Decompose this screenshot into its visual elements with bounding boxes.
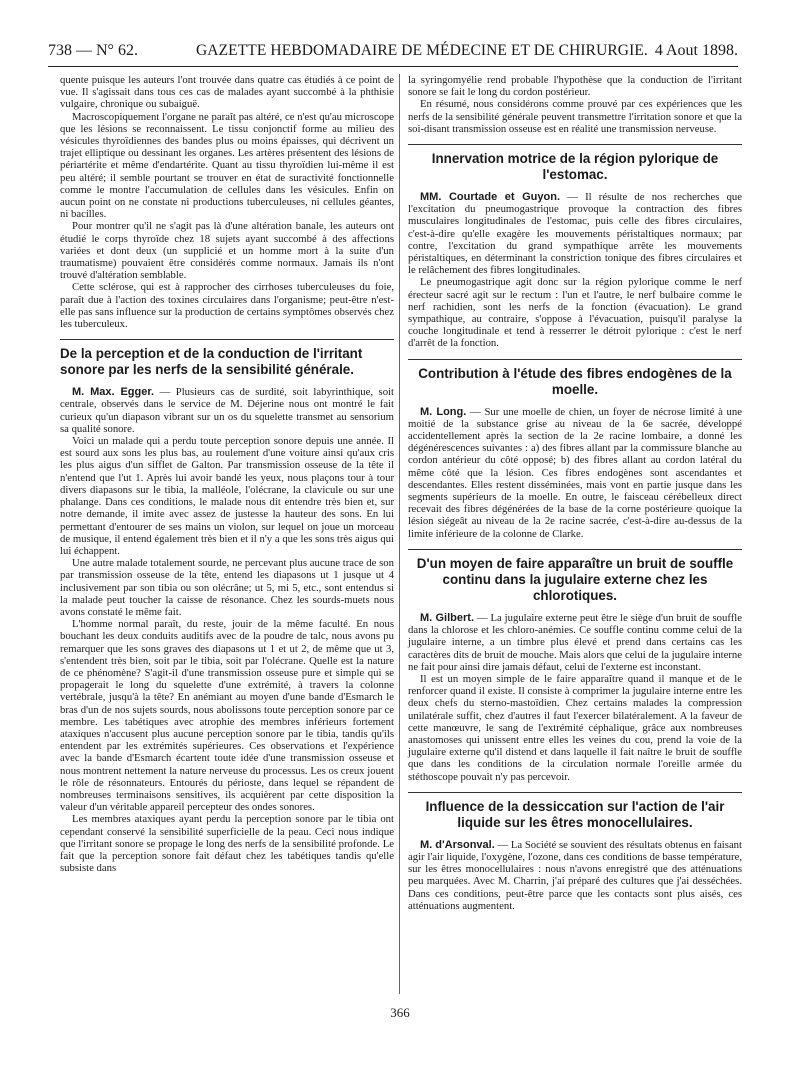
article-title-darsonval: Influence de la dessiccation sur l'action de l'air liquide sur les êtres monocellulaires. bbox=[408, 792, 742, 831]
paragraph-text: — La jugulaire externe peut être le siège d'un bruit de souffle dans la chlorose et les chloro-anémies. Ce souffle continu comme celui de la jugulaire interne, a un timbre plus élevé et prend dans certains cas les caractères dits de bruit de mouche. Mais alors que celui de la jugulaire interne ne fait pour ainsi dire jamais défaut, celui de l'externe est inconstant. bbox=[408, 611, 743, 673]
paragraph-lead bbox=[408, 612, 742, 673]
paragraph: Le pneumogastrique agit donc sur la région pylorique comme le nerf érecteur sacré agit sur le rectum : l'un et l'autre, le nerf bulbaire comme le nerf rachidien, sont les nerfs de la fonction (évacuation). Le grand sympathique, au contraire, s'oppose à l'évacuation, puisqu'il paralyse la couche longitudinale et tend à resserrer le détroit pylorique : c'est le nerf d'arrêt de la fonction. bbox=[408, 276, 742, 350]
article-title-gilbert: D'un moyen de faire apparaître un bruit de souffle continu dans la jugulaire externe chez les chlorotiques. bbox=[408, 549, 742, 604]
page-number: 366 bbox=[390, 1005, 410, 1020]
issue-number: 738 — N° 62. bbox=[48, 42, 138, 59]
article-title-egger: De la perception et de la conduction de l'irritant sonore par les nerfs de la sensibilité générale. bbox=[60, 339, 394, 378]
left-column bbox=[60, 74, 394, 874]
paragraph: Macroscopiquement l'organe ne paraît pas altéré, ce n'est qu'au microscope que les lésions se reconnaissent. Le tissu conjonctif forme au milieu des vésicules thyroïdiennes des bandes plus ou moins épaisses, qui décrivent un trajet elliptique ou dessinant les organes. Les artères présentent des lésions de périartérite et même d'endartérite. Quant au tissu thyroïdien lui-même il est peu altéré; il semble pourtant se trouver en état de suractivité fonctionnelle comme le montre l'accumulation de cellules dans les vésicules. Enfin on aucun point on ne constate ni productions tuberculeuses, ni cellules géantes, ni bacilles. bbox=[60, 110, 394, 221]
paragraph: L'homme normal paraît, du reste, jouir de la même faculté. En nous bouchant les deux conduits auditifs avec de la poudre de talc, nous avons pu remarquer que les sons graves des diapasons ut 1 et ut 2, de même que ut 3, s'entendent très bien, soit par le tibia, soit par l'olécrane. Quelle est la nature de ce phénomène? S'agit-il d'une transmission osseuse pure et simple qui se propagerait le long du squelette d'une extrémité, à travers la colonne vertébrale, jusqu'à la tête? En anémiant au moyen d'une bande d'Esmarch le bras d'un de nos sujets sourds, nous abolissons toute perception sonore par ce membre. Les tabétiques avec atrophie des membres inférieurs fortement ataxiques n'accusent plus aucune perception sonore par le tibia, tandis qu'ils entendent par les extrémités supérieures. Ces observations et l'expérience avec la bande d'Esmarch écartent toute idée d'une transmission osseuse et nous montrent nettement la nature nerveuse du processus. Les os creux jouent le rôle de résonnateurs. Entourés du périoste, dans lequel se répandent de nombreuses terminaisons sensitives, ils acquièrent par cette disposition la valeur d'un véritable appareil percepteur des ondes sonores. bbox=[60, 618, 394, 814]
author-darsonval: M. d'Arsonval. bbox=[420, 838, 495, 851]
paragraph: Une autre malade totalement sourde, ne percevant plus aucune trace de son par transmission osseuse de la tête, entend les diapasons ut 1 jusque ut 4 inclusivement par son tibia ou son olécrâne; ut 5, mi 5, etc., sont entendus si la malade peut toucher la caisse de résonance. Chez les sourds-muets nous avons constaté le même fait. bbox=[60, 557, 394, 618]
paragraph: Les membres ataxiques ayant perdu la perception sonore par le tibia ont cependant conservé la sensibilité superficielle de la peau. Ceci nous indique que l'irritant sonore se propage le long des nerfs de la sensibilité profonde. Le fait que la perception sonore fait défaut chez les tabétiques tandis qu'elle subsiste dans bbox=[60, 813, 394, 875]
author-gilbert: M. Gilbert. bbox=[420, 611, 475, 624]
paragraph: En résumé, nous considérons comme prouvé par ces expériences que les nerfs de la sensibilité générale peuvent transmettre l'irritation sonore et que la soi-disant transmission osseuse est en réalité une transmission nerveuse. bbox=[408, 98, 742, 135]
header-rule bbox=[48, 66, 738, 67]
author-egger: M. Max. Egger. bbox=[72, 386, 155, 399]
author-long: M. Long. bbox=[420, 405, 467, 418]
column-divider bbox=[399, 74, 400, 994]
paragraph: Cette sclérose, qui est à rapprocher des cirrhoses tuberculeuses du foie, paraît due à l'action des toxines circulaires dans l'organisme; peut-être n'est-elle pas sans influence sur la production de certains symptômes observés chez les tuberculeux. bbox=[60, 281, 394, 331]
journal-title: GAZETTE HEBDOMADAIRE DE MÉDECINE ET DE CHIRURGIE. bbox=[196, 42, 648, 59]
paragraph-text: — Plusieurs cas de surdité, soit labyrinthique, soit centrale, observés dans le service de M. Déjerine nous ont montré le fait curieux qu'un diapason vibrant sur un os du squelette transmet au sensorium sa qualité sonore. bbox=[60, 386, 394, 435]
paragraph-lead bbox=[408, 406, 742, 540]
paragraph-lead bbox=[60, 386, 394, 435]
paragraph: Voici un malade qui a perdu toute perception sonore depuis une année. Il est sourd aux sons les plus bas, au roulement d'une voiture ainsi qu'aux cris les plus aigus d'un sifflet de Galton. Par transmission osseuse de la tête il n'entend que l'ut 1. Après lui avoir bandé les yeux, nous plaçons tour à tour divers diapasons sur le tibia, la malléole, l'olécrane, la clavicule ou sur une phalange. Dans ces conditions, le malade nous dit entendre très bien et, sur notre demande, il imite avec assez de justesse la hauteur des sons. En lui permettant d'entourer de ses mains un violon, sur lequel on joue un morceau de musique, il entend également très bien et il n'y a que les sons très aigus qui lui échappent. bbox=[60, 435, 394, 557]
paragraph-lead bbox=[408, 191, 742, 276]
paragraph-text: — La Société se souvient des résultats obtenus en faisant agir l'air liquide, l'oxygène, l'ozone, dans ces conditions de basse température, sur les êtres monocellulaires : nous n'avons enregistré que des atténuations peu marquées. Avec M. Charrin, j'ai préparé des cultures que j'ai desséchées. Dans ces conditions, peut-être parce que les contacts sont plus aisés, ces atténuations augmentent. bbox=[408, 838, 742, 912]
right-column bbox=[408, 74, 742, 912]
paragraph-lead bbox=[408, 839, 742, 912]
paragraph-text: — Il résulte de nos recherches que l'excitation du pneumogastrique provoque la contraction des fibres musculaires longitudinales de l'estomac, puis celle des fibres circulaires, c'est-à-dire qu'elle exagère les mouvements péristaltiques normaux; par contre, l'excitation du grand sympathique arrête les mouvements péristaltiques, en déterminant la constriction tonique des fibres circulaires et le relâchement des fibres longitudinales. bbox=[408, 191, 743, 277]
paragraph: Il est un moyen simple de le faire apparaître quand il manque et de le renforcer quand il existe. Il consiste à comprimer la jugulaire interne entre les deux chefs du sterno-mastoïdien. Chez certains malades la compression unilatérale suffit, chez d'autres il faut l'exercer bilatéralement. A la faveur de cette manœuvre, le sang de l'extrémité céphalique, grâce aux nombreuses anastomoses qui unissent entre elles les veines du cou, prend la voie de la jugulaire externe qu'il distend et dans laquelle il fait naître le bruit de souffle que dans les conditions de la circulation normale l'oreille armée du stéthoscope pouvait n'y pas percevoir. bbox=[408, 672, 742, 783]
issue-date: 4 Aout 1898. bbox=[654, 42, 738, 59]
paragraph: quente puisque les auteurs l'ont trouvée dans quatre cas étudiés à ce point de vue. Il s'agissait dans tous ces cas de malades ayant succombé à la phthisie vulgaire, chronique ou subaiguë. bbox=[60, 74, 394, 111]
author-courtade-guyon: MM. Courtade et Guyon. bbox=[420, 191, 561, 204]
article-title-long: Contribution à l'étude des fibres endogènes de la moelle. bbox=[408, 359, 742, 398]
paragraph-text: — Sur une moelle de chien, un foyer de nécrose limité à une moitié de la substance grise au niveau de la 6e sacrée, développé accidentellement après la section de la 2e racine lombaire, a donné les dégénérescences suivantes : a) des fibres allant par la commissure blanche au cordon antérieur du côté opposé; b) des fibres allant au cordon latéral du même côté que la lésion. Ces fibres endogènes sont ascendantes et descendantes. Elles restent disséminées, mais vont en partie jusque dans les segments supérieurs de la moelle. En outre, le faisceau cérébelleux direct recevait des fibres dégénérées de la base de la corne postérieure quoique la lésion siégeât au niveau de la 2e racine sacrée, c'est-à-dire au-dessus de la limite inférieure de la colonne de Clarke. bbox=[408, 405, 742, 540]
paragraph: la syringomyélie rend probable l'hypothèse que la conduction de l'irritant sonore se fait le long du cordon postérieur. bbox=[408, 74, 742, 99]
article-title-courtade: Innervation motrice de la région pylorique de l'estomac. bbox=[408, 144, 742, 183]
paragraph: Pour montrer qu'il ne s'agit pas là d'une altération banale, les auteurs ont étudié le corps thyroïde chez 18 sujets ayant succombé à des affections variées et dont deux (un supplicié et un homme mort à la suite d'un traumatisme) pouvaient être considérés comme normaux. Jamais ils n'ont trouvé d'altération semblable. bbox=[60, 220, 394, 282]
running-header bbox=[48, 36, 738, 66]
